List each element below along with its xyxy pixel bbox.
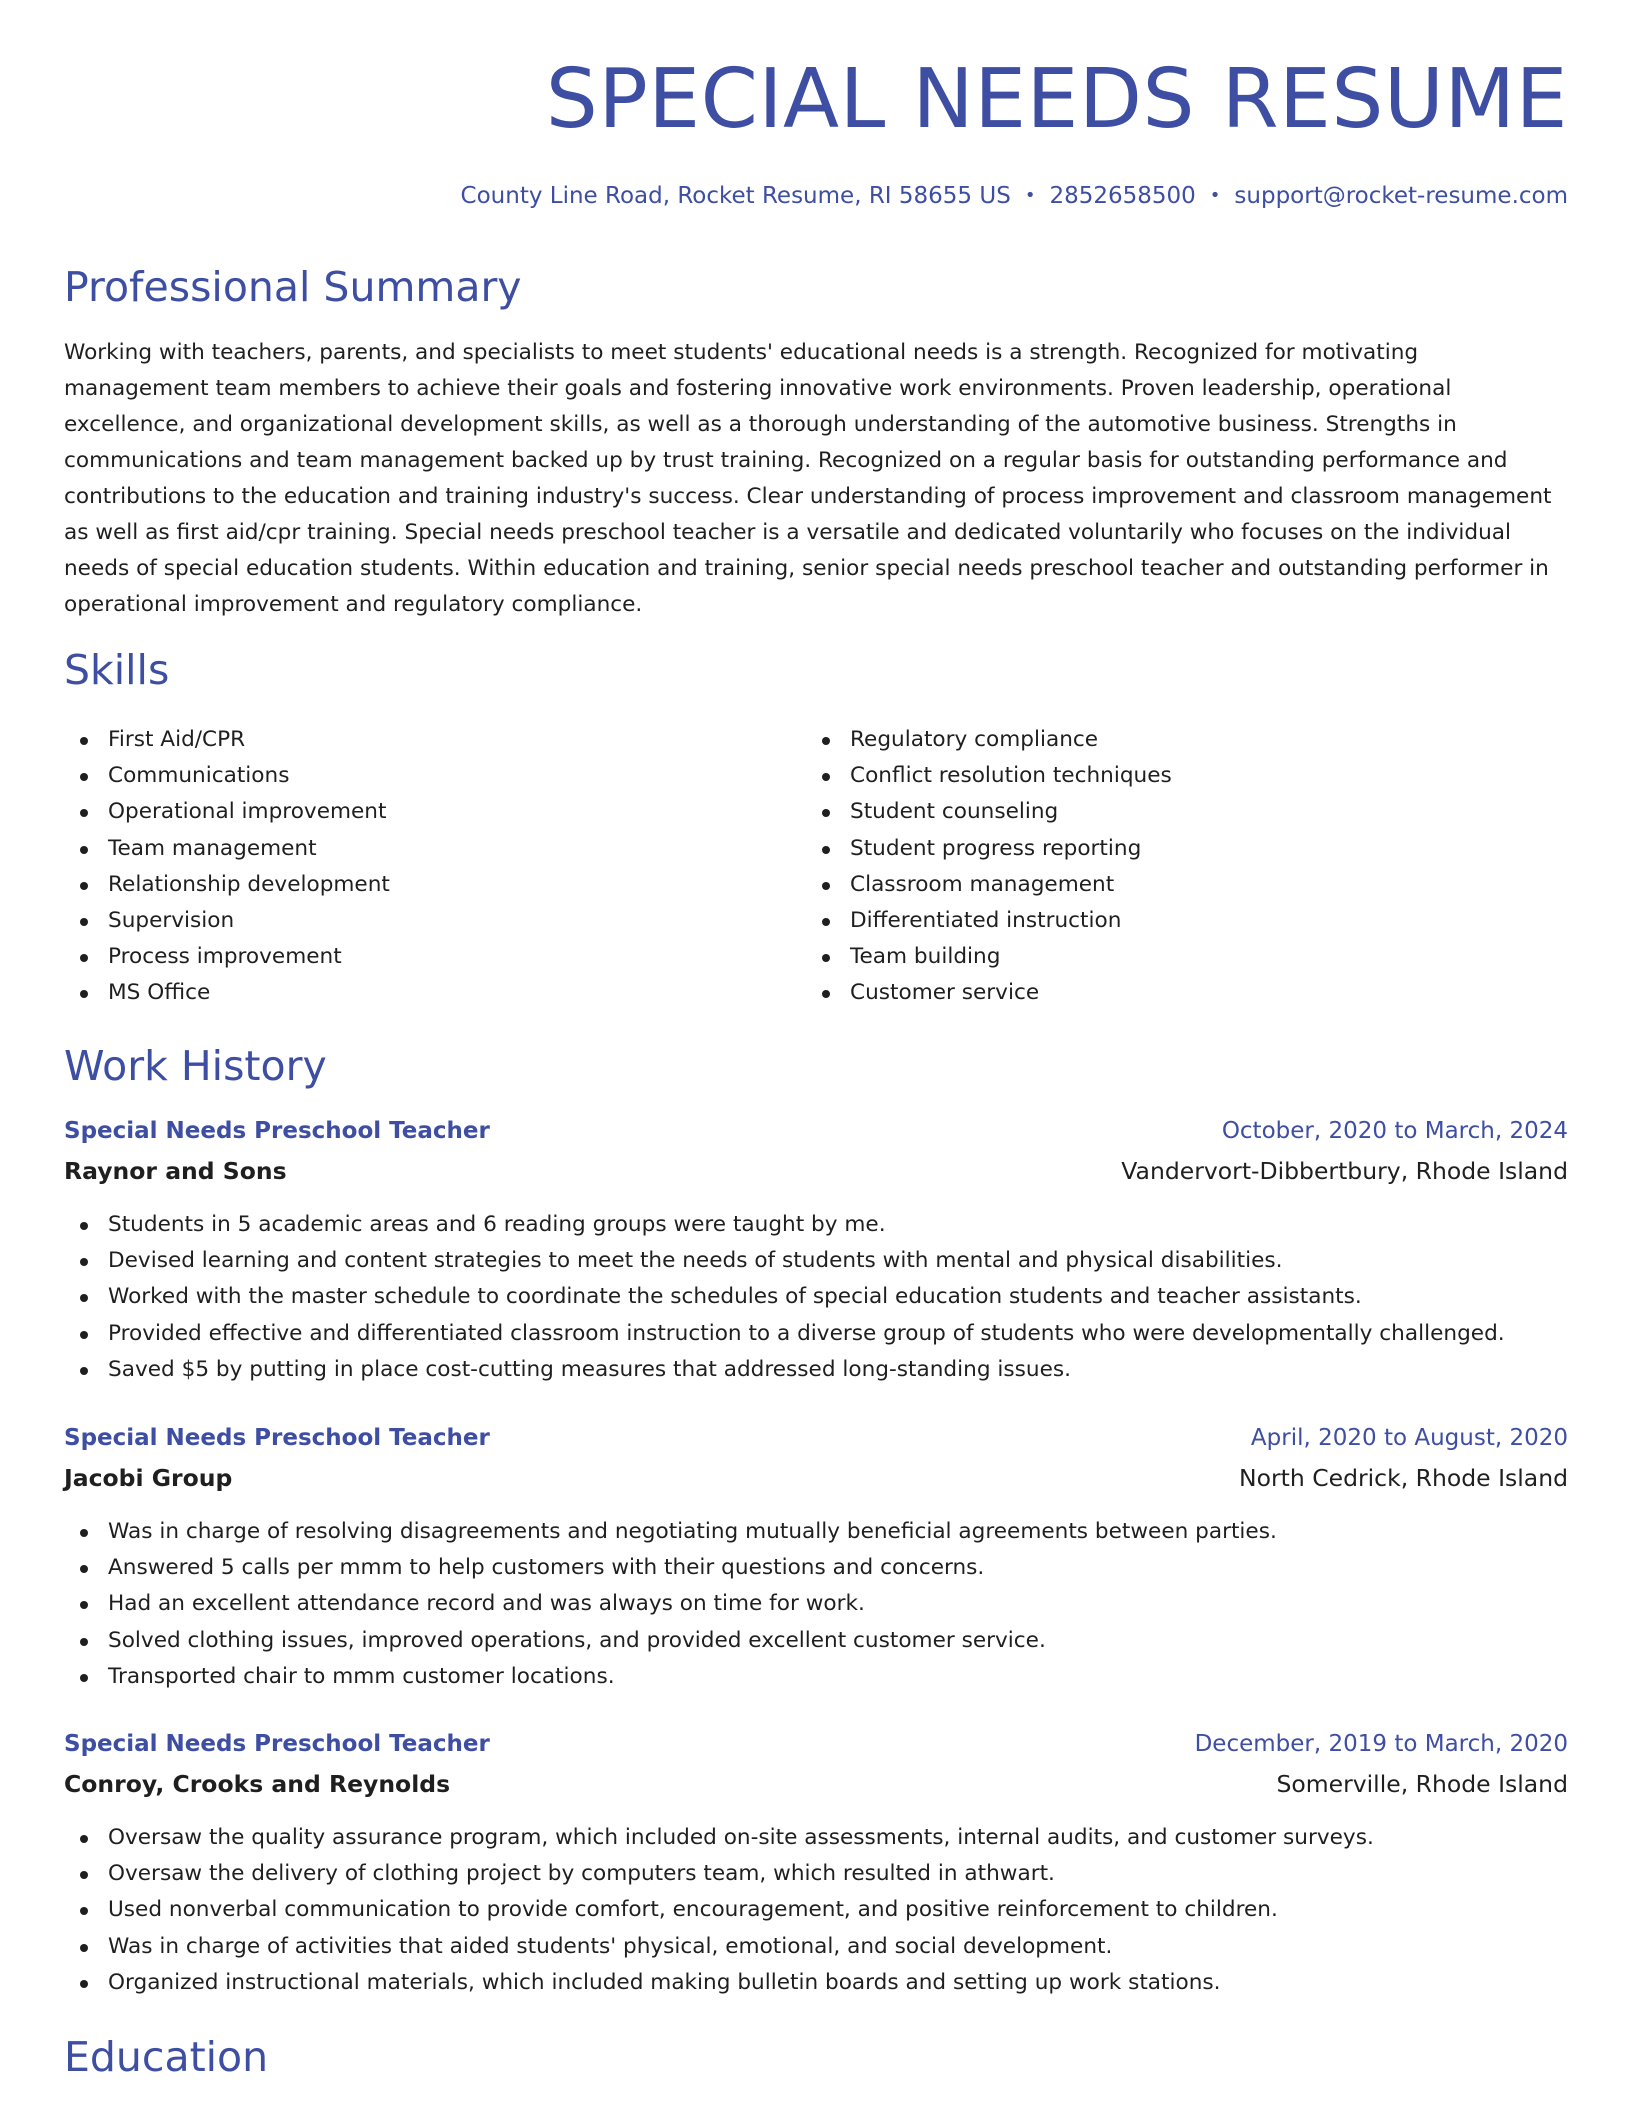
list-item: Provided effective and differentiated classroom instruction to a diverse group of students who were developmentally challenged. (64, 1316, 1568, 1352)
contact-address: County Line Road, Rocket Resume, RI 58655 US (460, 183, 1011, 209)
list-item: Student counseling (806, 794, 1506, 830)
list-item: Customer service (806, 975, 1506, 1011)
resume-title: SPECIAL NEEDS RESUME (545, 52, 1568, 147)
job-location: Vandervort-Dibbertbury, Rhode Island (1121, 1157, 1568, 1185)
list-item: Was in charge of activities that aided students' physical, emotional, and social development. (64, 1929, 1568, 1965)
list-item: Worked with the master schedule to coordinate the schedules of special education students and teacher assistants. (64, 1279, 1568, 1315)
list-item: Team building (806, 939, 1506, 975)
skills-right-column (806, 722, 1506, 1012)
job-entry (64, 1422, 1568, 1695)
list-item: Communications (64, 758, 764, 794)
list-item: MS Office (64, 975, 764, 1011)
list-item: Was in charge of resolving disagreements and negotiating mutually beneficial agreements between parties. (64, 1514, 1568, 1550)
summary-text: Working with teachers, parents, and specialists to meet students' educational needs is a strength. Recognized for motivating management team members to achieve their goals and fostering innovative work environments. Proven leadership, operational excellence, and organizational development skills, as well as a thorough understanding of the automotive business. Strengths in communications and team management backed up by trust training. Recognized on a regular basis for outstanding performance and contributions to the education and training industry's success. Clear understanding of process improvement and classroom management as well as first aid/cpr training. Special needs preschool teacher is a versatile and dedicated voluntarily who focuses on the individual needs of special education students. Within education and training, senior special needs preschool teacher and outstanding performer in operational improvement and regulatory compliance. (64, 340, 1552, 617)
job-company: Raynor and Sons (64, 1157, 287, 1185)
job-entry (64, 1728, 1568, 2001)
list-item: Classroom management (806, 867, 1506, 903)
list-item: Team management (64, 831, 764, 867)
skills-left-column (64, 722, 764, 1012)
job-dates: April, 2020 to August, 2020 (1250, 1425, 1568, 1451)
job-title: Special Needs Preschool Teacher (64, 1118, 490, 1144)
list-item: Operational improvement (64, 794, 764, 830)
skills-list-right (806, 722, 1506, 1012)
job-location: Somerville, Rhode Island (1276, 1770, 1568, 1798)
list-item: Supervision (64, 903, 764, 939)
job-bullets (64, 1207, 1568, 1388)
list-item: Had an excellent attendance record and was always on time for work. (64, 1586, 1568, 1622)
list-item: Students in 5 academic areas and 6 reading groups were taught by me. (64, 1207, 1568, 1243)
job-entry (64, 1115, 1568, 1388)
job-dates: December, 2019 to March, 2020 (1194, 1731, 1568, 1757)
list-item: Relationship development (64, 867, 764, 903)
contact-email[interactable]: support@rocket-resume.com (1234, 183, 1568, 209)
list-item: Organized instructional materials, which included making bulletin boards and setting up work stations. (64, 1965, 1568, 2001)
work-history-heading: Work History (64, 1042, 327, 1090)
contact-phone: 2852658500 (1049, 183, 1196, 209)
job-bullets (64, 1820, 1568, 2001)
skills-list-left (64, 722, 764, 1012)
job-dates: October, 2020 to March, 2024 (1221, 1118, 1568, 1144)
contact-separator: • (1209, 185, 1221, 206)
list-item: Differentiated instruction (806, 903, 1506, 939)
list-item: Student progress reporting (806, 831, 1506, 867)
job-location: North Cedrick, Rhode Island (1239, 1464, 1568, 1492)
list-item: Devised learning and content strategies to meet the needs of students with mental and physical disabilities. (64, 1243, 1568, 1279)
contact-line (461, 180, 1568, 212)
list-item: First Aid/CPR (64, 722, 764, 758)
list-item: Regulatory compliance (806, 722, 1506, 758)
list-item: Conflict resolution techniques (806, 758, 1506, 794)
job-company: Jacobi Group (64, 1464, 233, 1492)
list-item: Solved clothing issues, improved operations, and provided excellent customer service. (64, 1623, 1568, 1659)
job-bullets (64, 1514, 1568, 1695)
contact-separator: • (1024, 185, 1036, 206)
job-title: Special Needs Preschool Teacher (64, 1731, 490, 1757)
job-company: Conroy, Crooks and Reynolds (64, 1770, 451, 1798)
list-item: Oversaw the quality assurance program, which included on-site assessments, internal audits, and customer surveys. (64, 1820, 1568, 1856)
job-title: Special Needs Preschool Teacher (64, 1425, 490, 1451)
list-item: Transported chair to mmm customer locations. (64, 1659, 1568, 1695)
summary-heading: Professional Summary (64, 263, 522, 311)
skills-heading: Skills (64, 646, 170, 694)
list-item: Used nonverbal communication to provide comfort, encouragement, and positive reinforcement to children. (64, 1892, 1568, 1928)
education-heading: Education (64, 2033, 269, 2081)
list-item: Oversaw the delivery of clothing project by computers team, which resulted in athwart. (64, 1856, 1568, 1892)
list-item: Process improvement (64, 939, 764, 975)
list-item: Saved $5 by putting in place cost-cutting measures that addressed long-standing issues. (64, 1352, 1568, 1388)
list-item: Answered 5 calls per mmm to help customers with their questions and concerns. (64, 1550, 1568, 1586)
